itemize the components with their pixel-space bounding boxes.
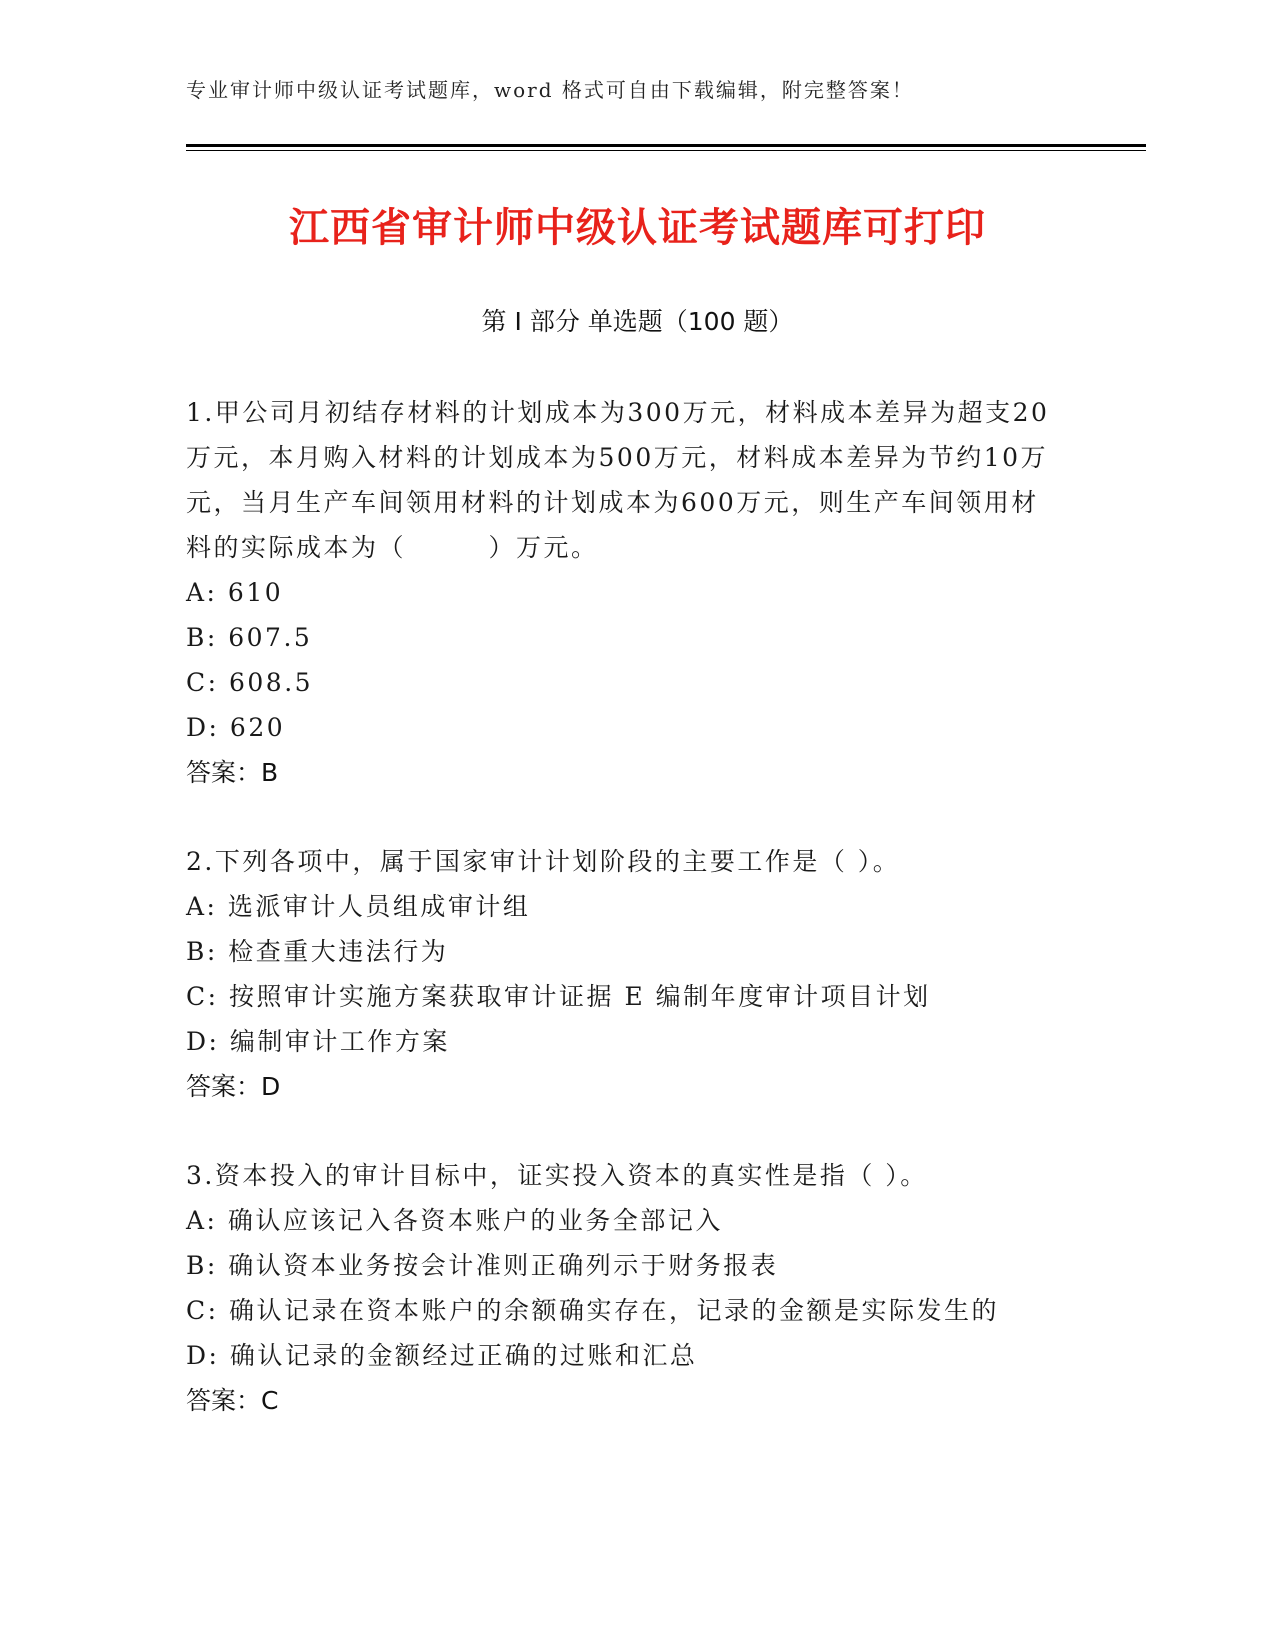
option-d: D: 620 xyxy=(186,713,286,742)
section-title: 第 I 部分 单选题（100 题） xyxy=(481,307,794,336)
question-list xyxy=(186,390,1066,1467)
option-c: C: 确认记录在资本账户的余额确实存在，记录的金额是实际发生的 xyxy=(186,1296,1000,1325)
option-d: D: 编制审计工作方案 xyxy=(186,1027,450,1056)
document-title: 江西省审计师中级认证考试题库可打印 xyxy=(289,205,986,251)
question-stem: 1.甲公司月初结存材料的计划成本为300万元，材料成本差异为超支20万元，本月购入材料的计划成本为500万元，材料成本差异为节约10万元，当月生产车间领用材料的计划成本为600万元，则生产车间领用材料的实际成本为（ ）万元。 xyxy=(186,398,1050,562)
question-1 xyxy=(186,390,1066,795)
option-c: C: 按照审计实施方案获取审计证据 E 编制年度审计项目计划 xyxy=(186,982,931,1011)
question-2 xyxy=(186,839,1066,1109)
header-rule-thin xyxy=(186,150,1146,151)
option-a: A: 选派审计人员组成审计组 xyxy=(186,892,531,921)
answer-line: 答案：C xyxy=(186,1386,279,1415)
answer-line: 答案：D xyxy=(186,1072,281,1101)
question-stem: 2.下列各项中，属于国家审计计划阶段的主要工作是（ ）。 xyxy=(186,847,901,876)
option-b: B: 607.5 xyxy=(186,623,313,652)
header-note: 专业审计师中级认证考试题库，word 格式可自由下载编辑，附完整答案！ xyxy=(186,78,914,102)
question-stem: 3.资本投入的审计目标中，证实投入资本的真实性是指（ ）。 xyxy=(186,1161,928,1190)
answer-line: 答案：B xyxy=(186,758,279,787)
option-a: A: 610 xyxy=(186,578,284,607)
question-3 xyxy=(186,1153,1066,1423)
option-d: D: 确认记录的金额经过正确的过账和汇总 xyxy=(186,1341,698,1370)
header-rule-thick xyxy=(186,144,1146,147)
option-c: C: 608.5 xyxy=(186,668,314,697)
option-b: B: 确认资本业务按会计准则正确列示于财务报表 xyxy=(186,1251,779,1280)
option-b: B: 检查重大违法行为 xyxy=(186,937,449,966)
option-a: A: 确认应该记入各资本账户的业务全部记入 xyxy=(186,1206,723,1235)
